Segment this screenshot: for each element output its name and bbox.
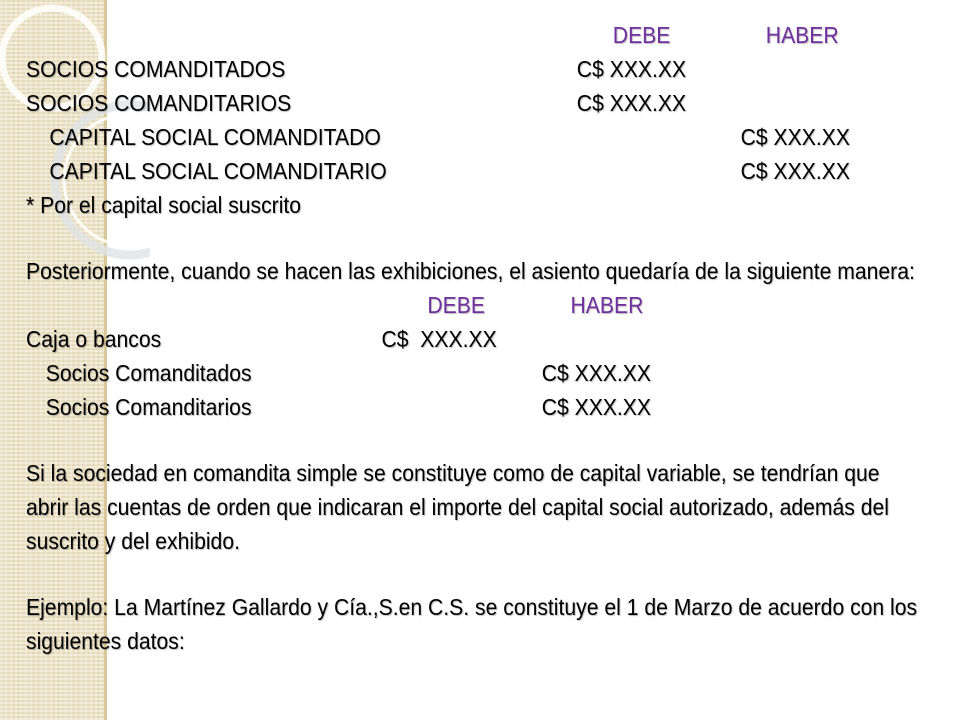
paragraph-exhibiciones: Posteriormente, cuando se hacen las exhibiciones, el asiento quedaría de la siguiente manera: [26, 258, 915, 284]
entry1-account: SOCIOS COMANDITADOS [26, 56, 286, 82]
entry2-haber-amount: C$ XXX.XX [541, 394, 652, 420]
entry1-debe-amount: C$ XXX.XX [576, 56, 687, 82]
entry1-haber-amount: C$ XXX.XX [740, 124, 850, 150]
entry1-line [26, 86, 854, 120]
entry2-line [26, 322, 854, 356]
entry1-haber-header: HABER [765, 22, 839, 48]
entry1-account: SOCIOS COMANDITARIOS [26, 90, 292, 116]
entry2-debe-header: DEBE [427, 292, 485, 318]
entry1-note-text: * Por el capital social suscrito [26, 192, 302, 218]
entry2-account: Socios Comanditados [45, 360, 252, 386]
entry2-haber-header: HABER [570, 292, 644, 318]
entry2-account: Socios Comanditarios [45, 394, 252, 420]
entry2-debe-amount: C$ XXX.XX [381, 326, 497, 352]
entry2-account: Caja o bancos [26, 326, 162, 352]
entry1-line [26, 120, 854, 154]
entry2-header-row [26, 288, 854, 322]
entry1-account: CAPITAL SOCIAL COMANDITARIO [49, 158, 387, 184]
entry2-line [26, 356, 854, 390]
entry1-line [26, 52, 854, 86]
entry1-note [26, 188, 854, 222]
entry2-line [26, 390, 854, 424]
slide-content [26, 18, 918, 658]
entry1-haber-amount: C$ XXX.XX [740, 158, 850, 184]
paragraph-capital-variable: Si la sociedad en comandita simple se constituye como de capital variable, se tendrían que abrir las cuentas de orden que indicaran el importe del capital social autorizado, además del suscrito y del exhibido. [26, 460, 889, 554]
entry1-line [26, 154, 854, 188]
entry2-haber-amount: C$ XXX.XX [541, 360, 652, 386]
entry1-debe-header: DEBE [612, 22, 671, 48]
entry1-header-row [26, 18, 854, 52]
paragraph-ejemplo: Ejemplo: La Martínez Gallardo y Cía.,S.en C.S. se constituye el 1 de Marzo de acuerdo con los siguientes datos: [26, 594, 918, 654]
entry1-account: CAPITAL SOCIAL COMANDITADO [49, 124, 381, 150]
entry1-debe-amount: C$ XXX.XX [576, 90, 687, 116]
